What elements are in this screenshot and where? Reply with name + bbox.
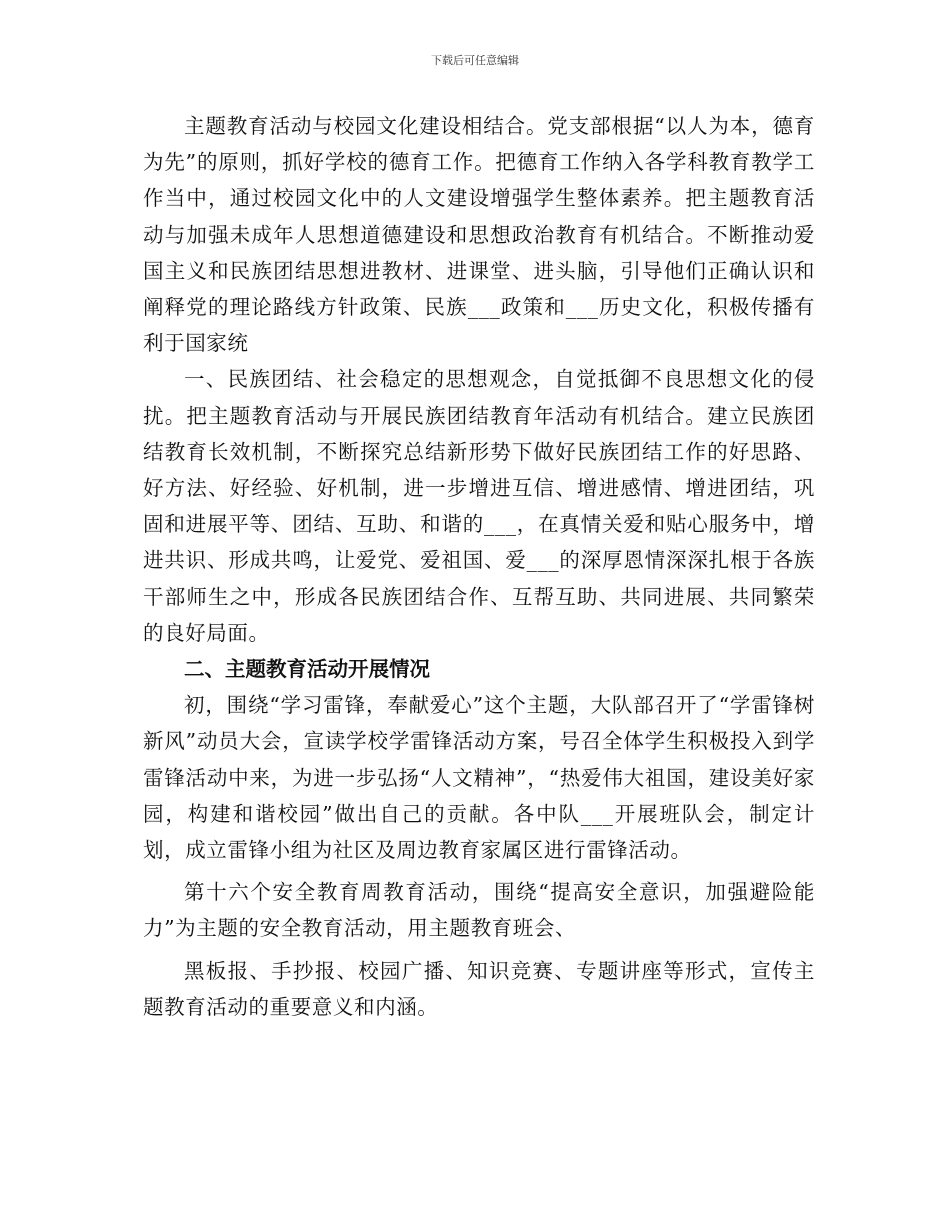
paragraph-safety-week: 第十六个安全教育周教育活动，围绕“提高安全意识，加强避险能力”为主题的安全教育活动，用主题教育班会、	[143, 880, 815, 941]
paragraph-campus-culture: 主题教育活动与校园文化建设相结合。党支部根据“以人为本，德育为先”的原则，抓好学校的德育工作。把德育工作纳入各学科教育教学工作当中，通过校园文化中的人文建设增强学生整体素养。把主题教育活动与加强未成年人思想道德建设和思想政治教育有机结合。不断推动爱国主义和民族团结思想进教材、进课堂、进头脑，引导他们正确认识和阐释党的理论路线方针政策、民族___政策和___历史文化，积极传播有利于国家统	[143, 114, 815, 356]
section-heading-activities: 二、主题教育活动开展情况	[184, 657, 430, 682]
paragraph-forms: 黑板报、手抄报、校园广播、知识竞赛、专题讲座等形式，宣传主题教育活动的重要意义和内涵。	[143, 958, 815, 1019]
page-header-note: 下载后可任意编辑	[431, 54, 519, 67]
paragraph-lei-feng: 初，围绕“学习雷锋，奉献爱心”这个主题，大队部召开了“学雷锋树新风”动员大会，宣读学校学雷锋活动方案，号召全体学生积极投入到学雷锋活动中来，为进一步弘扬“人文精神”，“热爱伟大祖国，建设美好家园，构建和谐校园”做出自己的贡献。各中队___开展班队会，制定计划，成立雷锋小组为社区及周边教育家属区进行雷锋活动。	[143, 693, 815, 863]
document-body	[143, 108, 815, 1025]
paragraph-ethnic-unity: 一、民族团结、社会稳定的思想观念，自觉抵御不良思想文化的侵扰。把主题教育活动与开展民族团结教育年活动有机结合。建立民族团结教育长效机制，不断探究总结新形势下做好民族团结工作的好思路、好方法、好经验、好机制，进一步增进互信、增进感情、增进团结，巩固和进展平等、团结、互助、和谐的___，在真情关爱和贴心服务中，增进共识、形成共鸣，让爱党、爱祖国、爱___的深厚恩情深深扎根于各族干部师生之中，形成各民族团结合作、互帮互助、共同进展、共同繁荣的良好局面。	[143, 367, 815, 645]
